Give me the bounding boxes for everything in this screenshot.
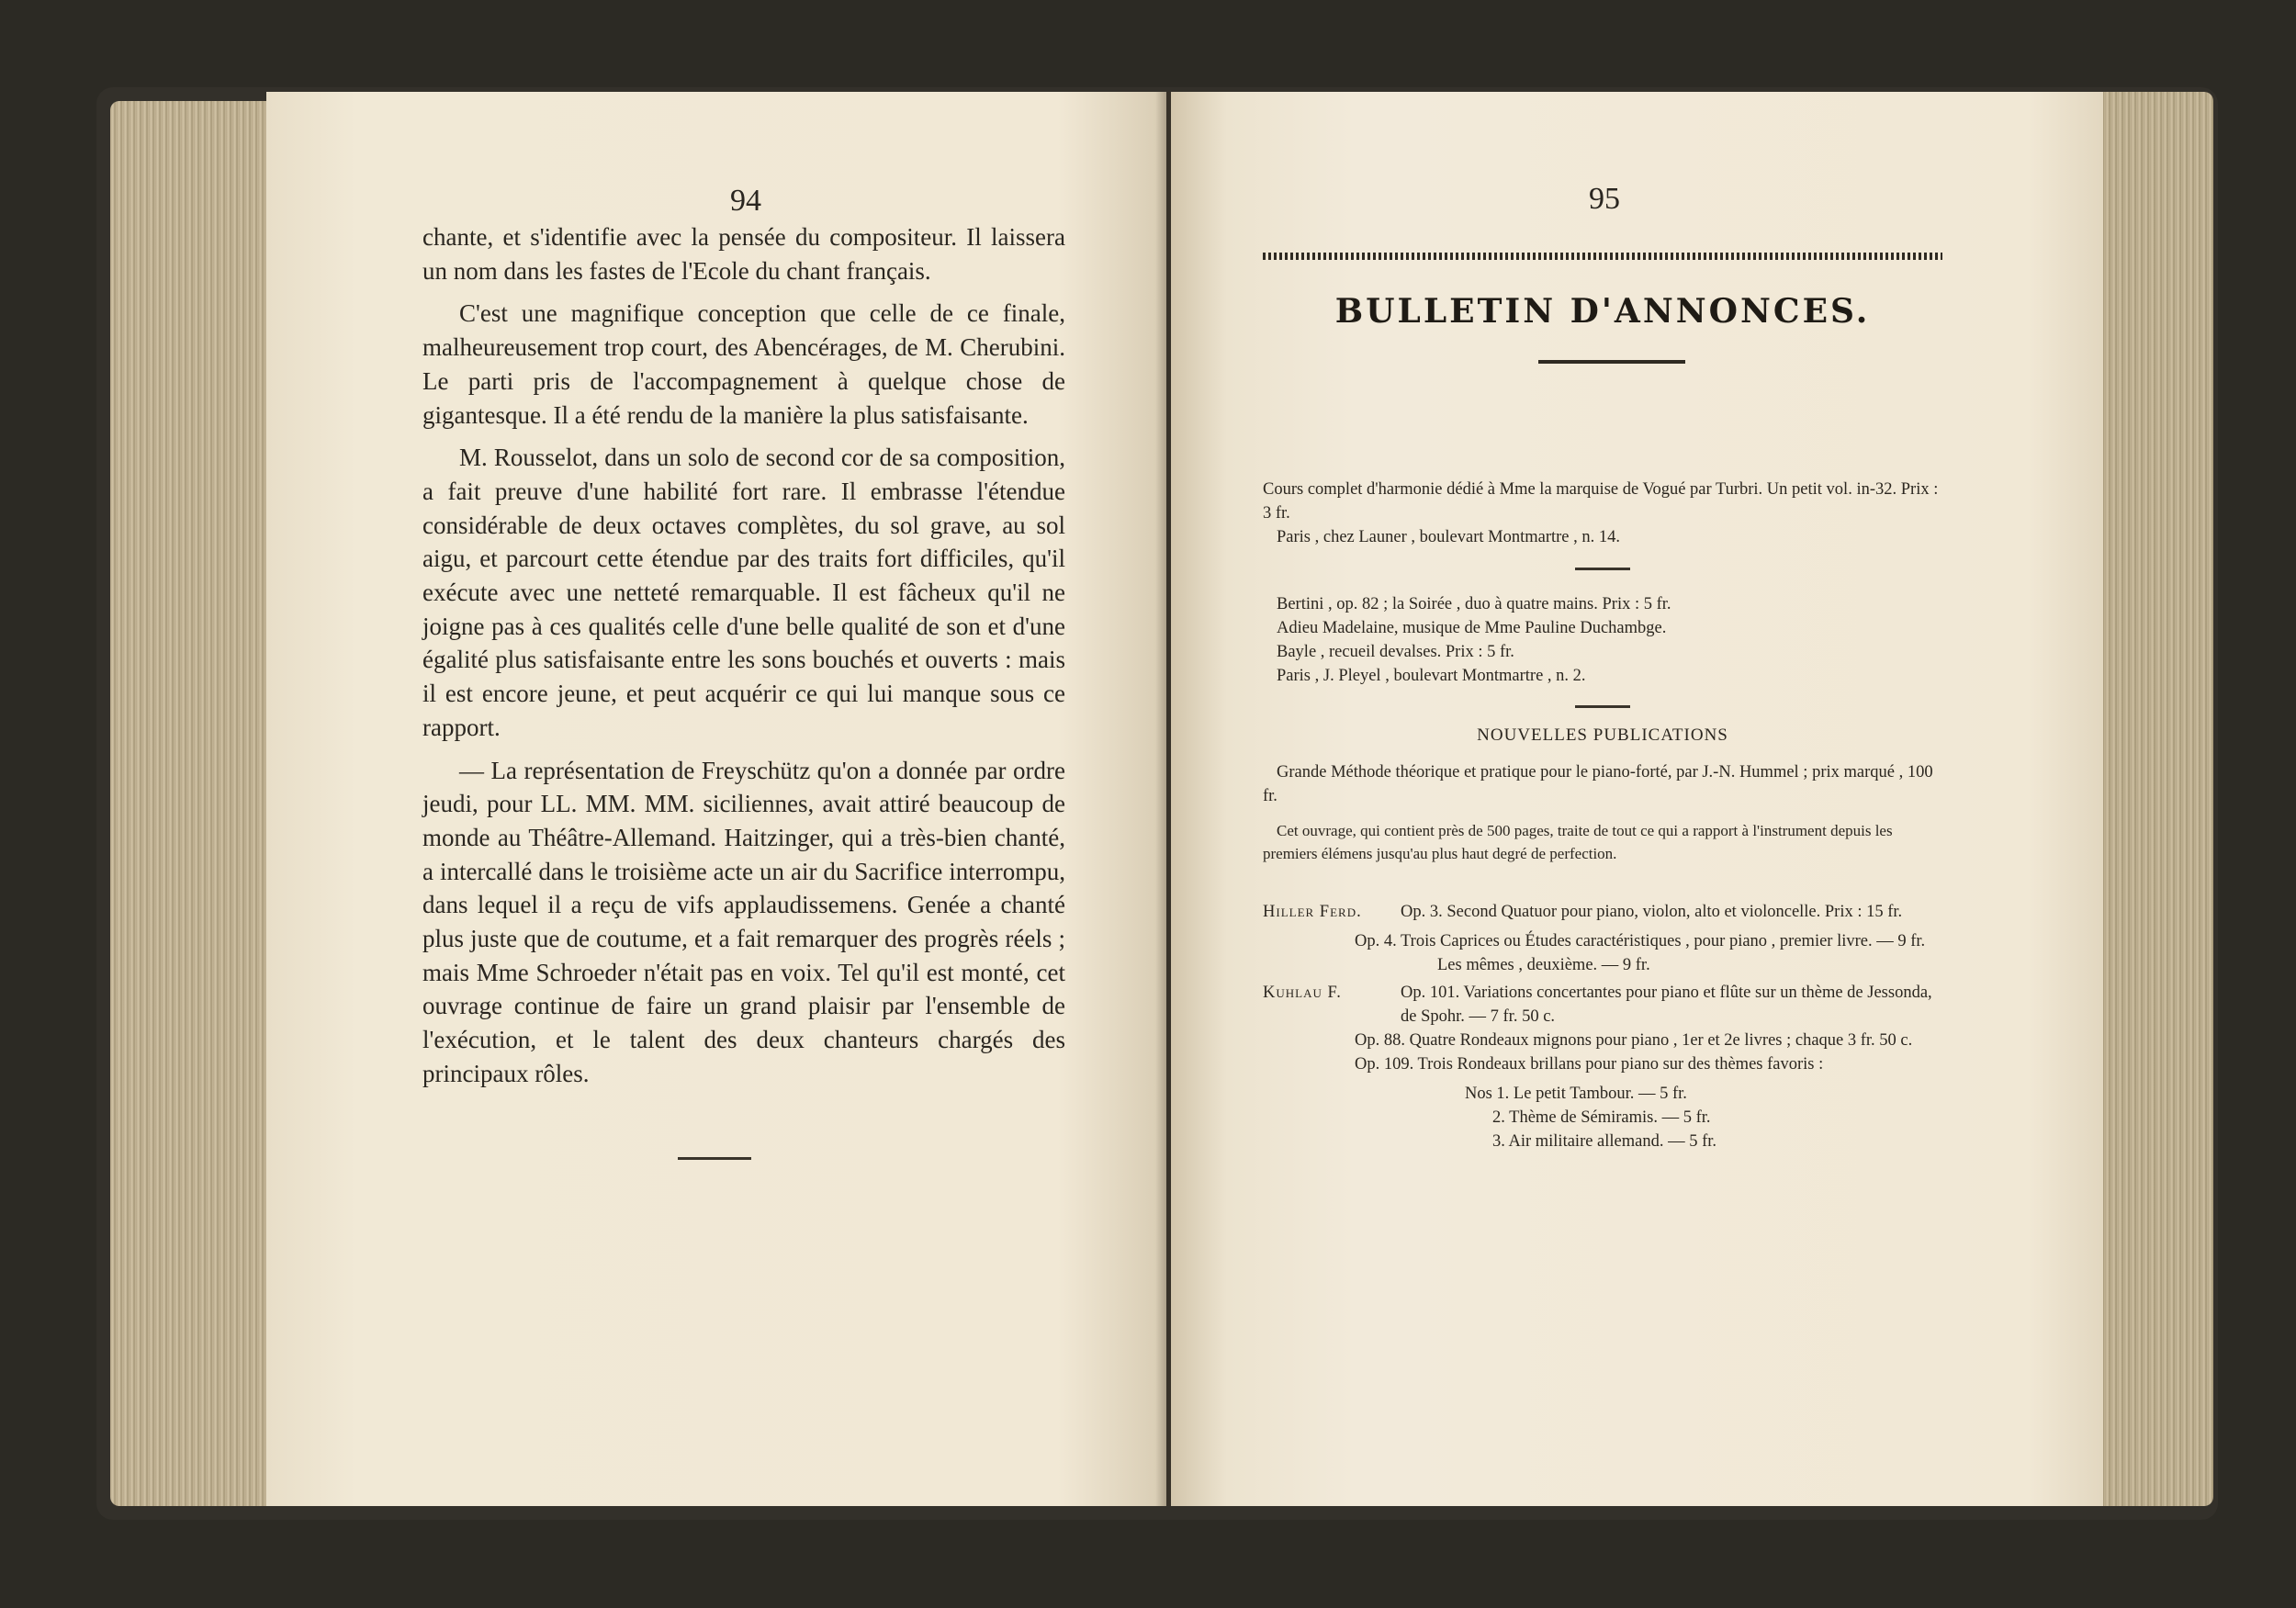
paragraph: C'est une magnifique conception que celle de ce finale, malheureusement trop court, des Abencérages, de M. Cherubini. Le parti pris de l'accompagnement à quelque chose de gigantesque. Il a été rendu de la manière la plus satisfaisante. [422, 299, 1065, 429]
announcement-line: Paris , chez Launer , boulevart Montmartre , n. 14. [1277, 528, 1620, 546]
announcement-line: Grande Méthode théorique et pratique pour le piano-forté, par J.-N. Hummel ; prix marqué , 100 fr. [1263, 763, 1933, 805]
announcement-block-2 [1263, 592, 1942, 688]
catalog-line: Op. 109. Trois Rondeaux brillans pour piano sur des thèmes favoris : [1355, 1055, 1824, 1074]
page-number-right: 95 [1589, 182, 1620, 216]
catalog-line: Les mêmes , deuxième. — 9 fr. [1437, 956, 1650, 974]
section-title: NOUVELLES PUBLICATIONS [1477, 725, 1728, 745]
catalog-line: Op. 3. Second Quatuor pour piano, violon, alto et violoncelle. Prix : 15 fr. [1401, 903, 1903, 921]
catalog-list [1263, 900, 1942, 1153]
catalog-line: Op. 88. Quatre Rondeaux mignons pour piano , 1er et 2e livres ; chaque 3 fr. 50 c. [1355, 1031, 1913, 1050]
catalog-item: 2. Thème de Sémiramis. — 5 fr. [1492, 1108, 1711, 1127]
bulletin-headline: BULLETIN D'ANNONCES. [1334, 292, 1871, 331]
ornamental-rule [1263, 253, 1942, 260]
headline-rule [1538, 360, 1685, 364]
announcement-line: Adieu Madelaine, musique de Mme Pauline Duchambge. [1277, 619, 1667, 637]
announcement-block-3 [1263, 760, 1942, 865]
announcement-line: Bayle , recueil devalses. Prix : 5 fr. [1277, 643, 1514, 661]
separator-rule [1575, 705, 1630, 708]
composer-name: Kuhlau F. [1263, 984, 1342, 1002]
announcement-line: Bertini , op. 82 ; la Soirée , duo à quatre mains. Prix : 5 fr. [1277, 595, 1671, 613]
catalog-entry [1263, 900, 1942, 924]
paragraph: M. Rousselot, dans un solo de second cor de sa composition, a fait preuve d'une habilité fort rare. Il embrasse l'étendue considérable de deux octaves complètes, du sol grave, au sol aigu, et parcourt cette étendue par des traits fort difficiles, qu'il exécute avec une netteté remarquable. Il est fâcheux qu'il ne joigne pas à ces qualités celle d'une belle qualité de son et d'une égalité plus satisfaisante entre les sons bouchés et ouverts : mais il est encore jeune, et peut acquérir ce qui lui manque sous ce rapport. [422, 444, 1065, 741]
separator-rule [1575, 568, 1630, 570]
catalog-item: 3. Air militaire allemand. — 5 fr. [1492, 1132, 1717, 1151]
announcement-line: Paris , J. Pleyel , boulevart Montmartre , n. 2. [1277, 667, 1586, 685]
end-rule [678, 1157, 751, 1160]
announcement-line: Cours complet d'harmonie dédié à Mme la marquise de Vogué par Turbri. Un petit vol. in-32. Prix : 3 fr. [1263, 480, 1939, 523]
right-page [1171, 92, 2103, 1506]
announcement-block-1 [1263, 478, 1942, 549]
catalog-line: Op. 4. Trois Caprices ou Études caractéristiques , pour piano , premier livre. — 9 fr. [1355, 932, 1926, 950]
left-page [266, 92, 1166, 1506]
page-number-left: 94 [730, 184, 761, 218]
composer-name: Hiller Ferd. [1263, 903, 1362, 921]
catalog-line: Op. 101. Variations concertantes pour piano et flûte sur un thème de Jessonda, de Spohr. — 7 fr. 50 c. [1401, 984, 1932, 1026]
announcement-line: Cet ouvrage, qui contient près de 500 pages, traite de tout ce qui a rapport à l'instrument depuis les premiers élémens jusqu'au plus haut degré de perfection. [1263, 822, 1893, 862]
catalog-entry [1263, 981, 1942, 1029]
left-page-text [422, 220, 1065, 1091]
page-edges-left [110, 101, 271, 1506]
catalog-item: Nos 1. Le petit Tambour. — 5 fr. [1465, 1085, 1687, 1103]
paragraph: chante, et s'identifie avec la pensée du compositeur. Il laissera un nom dans les fastes de l'Ecole du chant français. [422, 223, 1065, 285]
paragraph: — La représentation de Freyschütz qu'on a donnée par ordre jeudi, pour LL. MM. MM. siciliennes, avait attiré beaucoup de monde au Théâtre-Allemand. Haitzinger, qui a très-bien chanté, a intercallé dans le troisième acte un air du Sacrifice interrompu, dans lequel il a reçu de vifs applaudissemens. Genée a chanté plus juste que de coutume, et a fait remarquer des progrès réels ; mais Mme Schroeder n'était pas en voix. Tel qu'il est monté, cet ouvrage continue de faire un grand plaisir par l'ensemble de l'exécution, et le talent des deux chanteurs chargés des principaux rôles. [422, 756, 1065, 1087]
page-edges-right [2099, 92, 2213, 1506]
